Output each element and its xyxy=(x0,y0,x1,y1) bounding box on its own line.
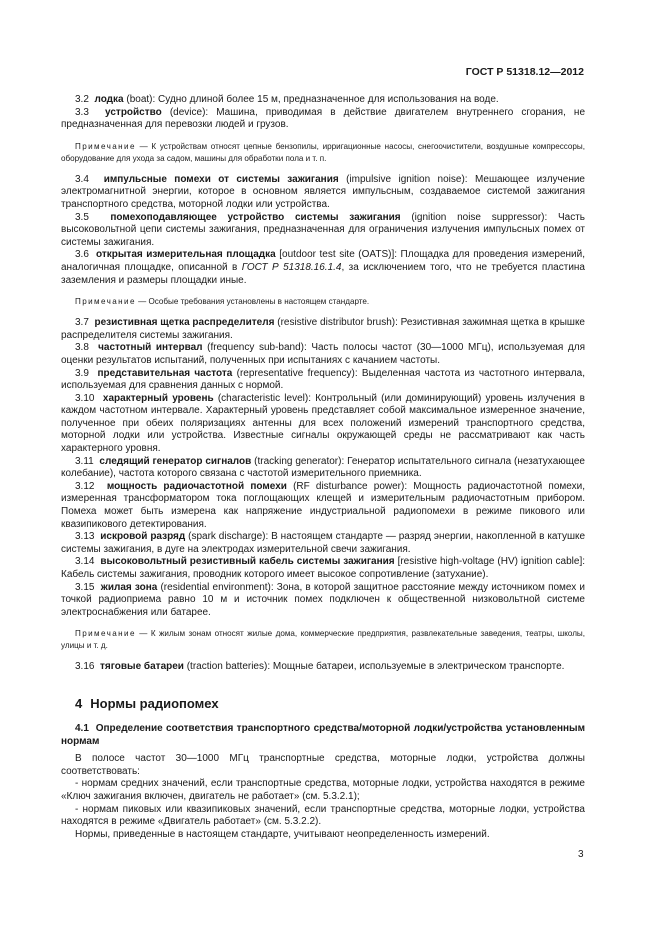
term-3-2: 3.2 лодка (boat): Судно длиной более 15 м, предназначенное для использования на воде. xyxy=(75,94,499,105)
term-3-5: 3.5 помехоподавляющее устройство системы зажигания (ignition noise suppressor): Часть высоковольтной цепи системы зажигания, предназначенная для ограничения излучения импульсных помех от системы зажигания. xyxy=(61,211,585,248)
section-intro: В полосе частот 30—1000 МГц транспортные средства, моторные лодки, устройства должны соответствовать: xyxy=(61,753,585,777)
term-3-6: 3.6 открытая измерительная площадка [outdoor test site (OATS)]: Площадка для проведения измерений, аналогичная площадке, описанной в ГОСТ Р 51318.16.1.4, за исключением того, что не требуется пластина заземления и размеры площадки иные. xyxy=(61,249,585,286)
term-3-14: 3.14 высоковольтный резистивный кабель системы зажигания [resistive high-voltage (HV) ignition cable]: Кабель системы зажигания, проводник которого имеет высокое сопротивление (затухание). xyxy=(61,556,586,580)
list-item-average: - нормам средних значений, если транспортные средства, моторные лодки, устройства находятся в режиме «Ключ зажигания включен, двигатель не работает» (см. 5.3.2.1); xyxy=(61,778,585,802)
page-number: 3 xyxy=(578,849,584,860)
closing-paragraph: Нормы, приведенные в настоящем стандарте, учитывают неопределенность измерений. xyxy=(75,828,490,840)
term-3-16: 3.16 тяговые батареи (traction batteries): Мощные батареи, используемые в электрическом транспорте. xyxy=(75,661,565,673)
subsection-heading: 4.1 Определение соответствия транспортного средства/моторной лодки/устройства установленным нормам xyxy=(61,722,585,747)
section-heading: 4 Нормы радиопомех xyxy=(75,695,219,711)
term-3-4: 3.4 импульсные помехи от системы зажигания (impulsive ignition noise): Мешающее излучение электромагнитной энергии, которое в основном является импульсным, создаваемое системой зажигания транспортного средства, моторной лодки или устройства. xyxy=(61,173,585,210)
term-3-8: 3.8 частотный интервал (frequency sub-band): Часть полосы частот (30—1000 МГц), используемая для оценки результатов испытаний, полученных при испытаниях с качанием частоты. xyxy=(61,342,585,366)
note-residential: Примечание — К жилым зонам относят жилые дома, коммерческие предприятия, развлекательные заведения, театры, школы, улицы и т. д. xyxy=(61,629,585,651)
term-3-11: 3.11 следящий генератор сигналов (tracking generator): Генератор испытательного сигнала (незатухающее колебание), частота которого связана с частотой измерительного приемника. xyxy=(61,455,585,480)
term-3-9: 3.9 представительная частота (representative frequency): Выделенная частота из частотного интервала, используемая для сравнения данных с нормой. xyxy=(61,367,585,392)
standard-reference: ГОСТ Р 51318.16.1.4 xyxy=(241,261,342,273)
term-3-12: 3.12 мощность радиочастотной помехи (RF disturbance power): Мощность радиочастотной помехи, измеренная трансформатором тока поглощающих клещей и измерительным радиочастотным прибором. Помеха может быть измерена как напряжение индустриальной радиопомехи в режиме пикового или квазипикового детектирования. xyxy=(61,480,585,530)
term-3-10: 3.10 характерный уровень (characteristic level): Контрольный (или доминирующий) уровень излучения в каждом частотном интервале. Характерный уровень представляет собой максимальное измеренное значение, полученное при обеих поляризациях антенны для всех положений измерений транспортного средства, моторной лодки или устройства. Известные сигналы окружающей среды не рассматривают как часть характерного уровня. xyxy=(61,392,585,455)
page-body xyxy=(61,94,585,841)
term-3-15: 3.15 жилая зона (residential environment): Зона, в которой защитное расстояние между источником помех и точкой радиоприема равно 10 м и источник помех подключен к общественной низковольтной системе электроснабжения или батарее. xyxy=(61,581,585,618)
term-3-7: 3.7 резистивная щетка распределителя (resistive distributor brush): Резистивная зажимная щетка в крышке распределителя системы зажигания. xyxy=(61,317,585,341)
note-devices: Примечание — К устройствам относят цепные бензопилы, ирригационные насосы, снегоочистители, воздушные компрессоры, оборудование для ухода за садом, машины для обработки пола и т. п. xyxy=(61,141,585,163)
term-3-13: 3.13 искровой разряд (spark discharge): В настоящем стандарте — разряд энергии, накопленной в катушке системы зажигания, в дуге на электродах измерительной свечи зажигания. xyxy=(61,531,586,555)
document-number: ГОСТ Р 51318.12—2012 xyxy=(465,66,584,78)
term-3-3: 3.3 устройство (device): Машина, приводимая в действие двигателем внутреннего сгорания, не предназначенная для перевозки людей и грузов. xyxy=(61,106,586,131)
note-requirements: Примечание — Особые требования установлены в настоящем стандарте. xyxy=(75,297,370,307)
list-item-peak: - нормам пиковых или квазипиковых значений, если транспортные средства, моторные лодки, устройства находятся в режиме «Двигатель работает» (см. 5.3.2.2). xyxy=(61,803,585,828)
